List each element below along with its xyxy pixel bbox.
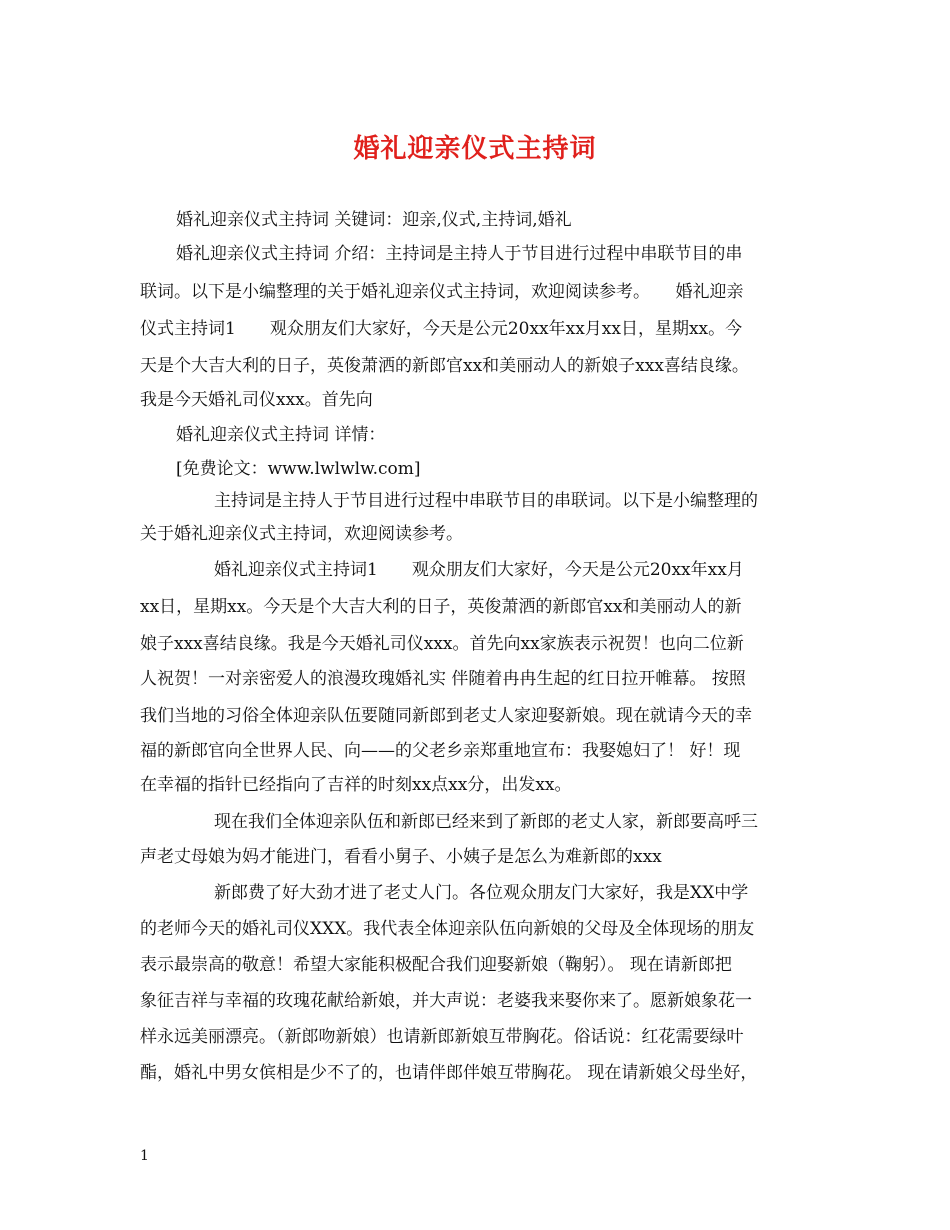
text-line: 天是个大吉大利的日子，英俊萧洒的新郎官xx和美丽动人的新娘子xxx喜结良缘。 (140, 356, 749, 376)
text-line: 主持词是主持人于节目进行过程中串联节目的串联词。以下是小编整理的 (214, 491, 758, 511)
text-line: 新郎费了好大劲才进了老丈人门。各位观众朋友门大家好，我是XX中学 (214, 883, 749, 903)
text-line: 我是今天婚礼司仪xxx。首先向 (140, 390, 373, 410)
text-line: 联词。以下是小编整理的关于婚礼迎亲仪式主持词，欢迎阅读参考。 婚礼迎亲 (140, 282, 744, 302)
text-line: 表示最崇高的敬意！希望大家能积极配合我们迎娶新娘（鞠躬）。 现在请新郎把 (140, 955, 732, 975)
text-line: 在幸福的指针已经指向了吉祥的时刻xx点xx分，出发xx。 (140, 775, 572, 795)
text-line: 象征吉祥与幸福的玫瑰花献给新娘，并大声说：老婆我来娶你来了。愿新娘象花一 (140, 991, 752, 1011)
text-line: xx日，星期xx。今天是个大吉大利的日子，英俊萧洒的新郎官xx和美丽动人的新 (140, 597, 742, 617)
text-line: 现在我们全体迎亲队伍和新郎已经来到了新郎的老丈人家，新郎要高呼三 (214, 812, 758, 832)
details-heading: 婚礼迎亲仪式主持词 详情： (176, 425, 386, 445)
text-line: 人祝贺！一对亲密爱人的浪漫玫瑰婚礼实 伴随着冉冉生起的红日拉开帷幕。 按照 (140, 669, 746, 689)
keywords-line: 婚礼迎亲仪式主持词 关键词：迎亲,仪式,主持词,婚礼 (176, 210, 572, 230)
text-line: 福的新郎官向全世界人民、向——的父老乡亲郑重地宣布：我娶媳妇了！ 好！现 (140, 741, 741, 761)
text-line: 仪式主持词1 观众朋友们大家好，今天是公元20xx年xx月xx日，星期xx。今 (140, 319, 743, 339)
text-line: 样永远美丽漂亮。（新郎吻新娘）也请新郎新娘互带胸花。俗话说：红花需要绿叶 (140, 1027, 744, 1047)
intro-line: 婚礼迎亲仪式主持词 介绍：主持词是主持人于节目进行过程中串联节目的串 (176, 244, 743, 264)
text-line: 娘子xxx喜结良缘。我是今天婚礼司仪xxx。首先向xx家族表示祝贺！也向二位新 (140, 634, 744, 654)
text-line: 声老丈母娘为妈才能进门，看看小舅子、小姨子是怎么为难新郎的xxx (140, 847, 662, 867)
source-link-line: [免费论文：www.lwlwlw.com] (176, 459, 421, 479)
text-line: 酯，婚礼中男女傧相是少不了的，也请伴郎伴娘互带胸花。 现在请新娘父母坐好， (140, 1063, 758, 1083)
text-line: 的老师今天的婚礼司仪XXX。我代表全体迎亲队伍向新娘的父母及全体现场的朋友 (140, 919, 755, 939)
text-line: 我们当地的习俗全体迎亲队伍要随同新郎到老丈人家迎娶新娘。现在就请今天的幸 (140, 706, 752, 726)
page-number: 1 (140, 1148, 149, 1164)
text-line: 婚礼迎亲仪式主持词1 观众朋友们大家好，今天是公元20xx年xx月 (214, 560, 744, 580)
text-line: 关于婚礼迎亲仪式主持词，欢迎阅读参考。 (140, 524, 463, 544)
document-title: 婚礼迎亲仪式主持词 (353, 134, 597, 164)
